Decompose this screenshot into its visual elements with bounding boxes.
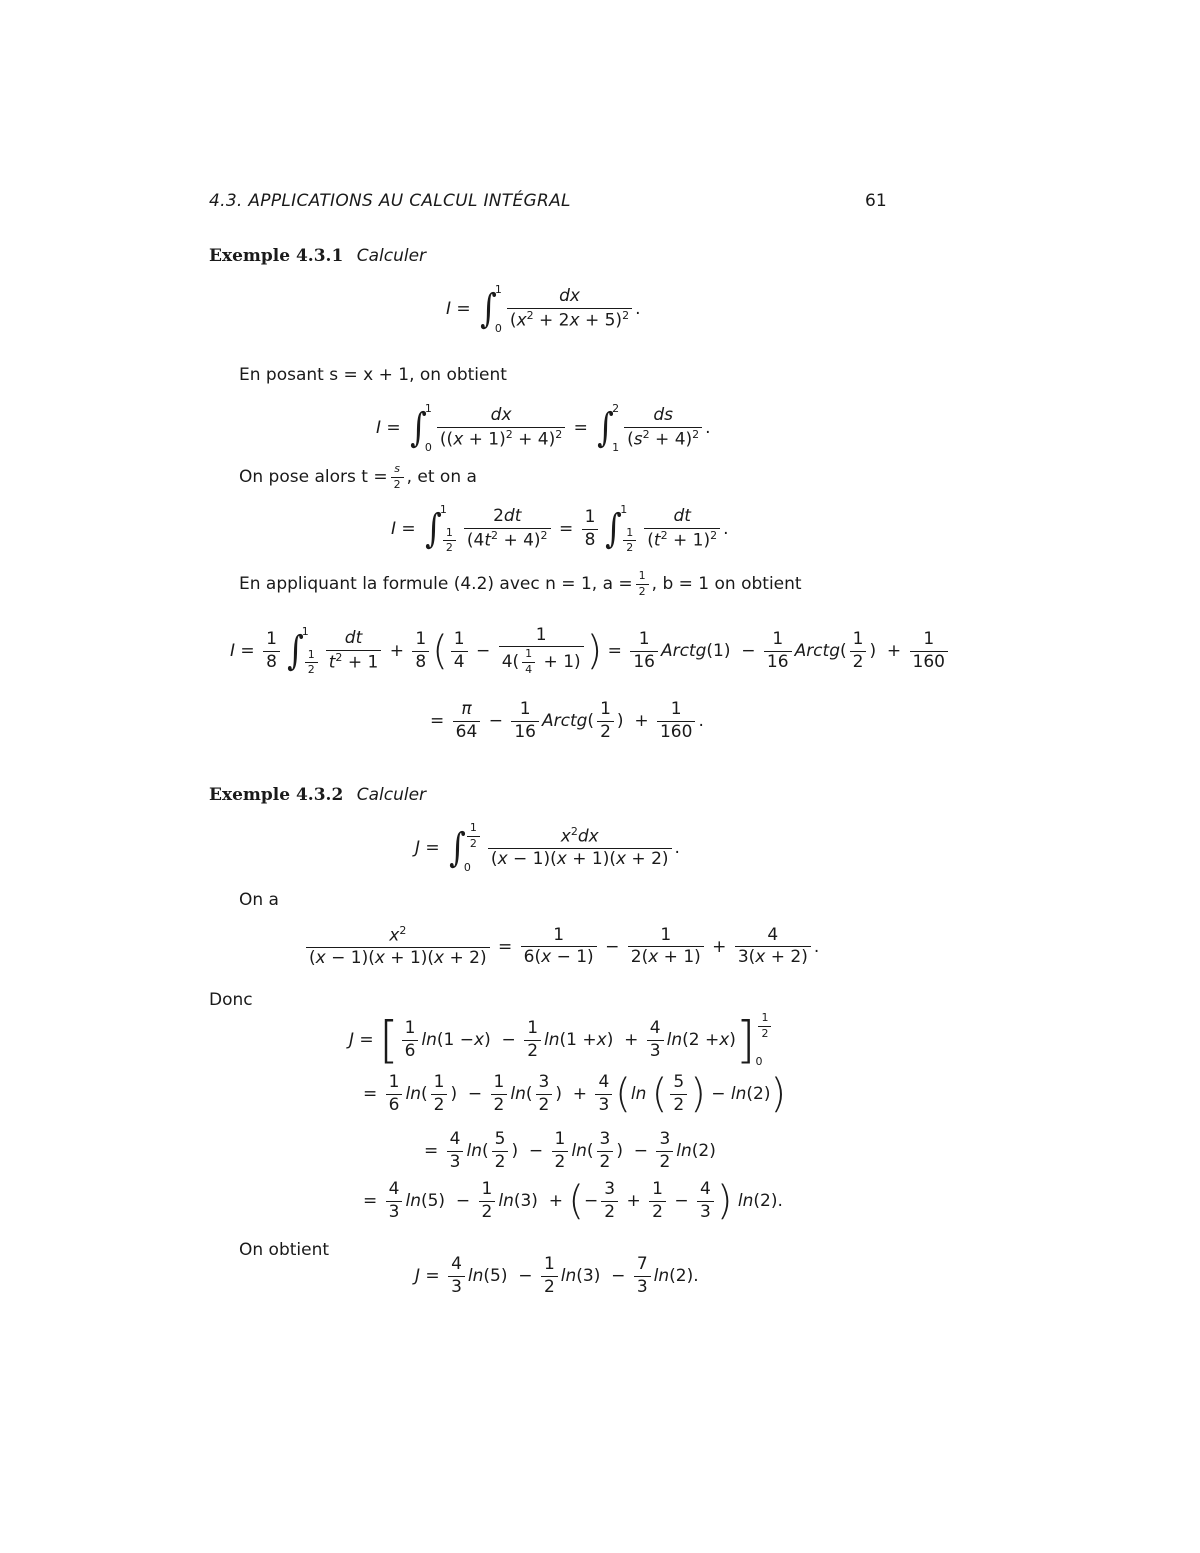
page-number: 61 <box>865 191 887 211</box>
equation-11: = 4 3 ln (5) − 1 2 ln (3) + ( − 3 2 + 1 2 − 4 3 ) ln (2). <box>363 1178 783 1225</box>
example-1-label: Exemple 4.3.1 <box>209 246 344 266</box>
equation-12: J = 4 3 ln (5) − 1 2 ln (3) − 7 3 ln (2). <box>415 1254 699 1297</box>
equation-5: = π 64 − 1 16 Arctg ( 1 2 ) + 1 160 . <box>430 699 704 742</box>
pose-text-end: , et on a <box>406 467 477 488</box>
equation-1: I = ∫ 1 0 dx $(x^2 + 2x + 5)^2$ . <box>446 283 641 335</box>
equation-4: I = 1 8 ∫ 1 $\frac{1}{2}$ dt $t^2 + 1$ + 1 8 ( 1 4 − 1 4( $\frac{1}{4}$ + 1) ) = 1 16 Arctg (1) − 1 16 Arctg ( 1 2 ) + 1 160 <box>230 625 951 677</box>
paragraph-pose: On pose alors t = $\frac{s}{2}$ , et on a <box>239 462 477 491</box>
formula-text: En appliquant la formule (4.2) avec n = 1, a = <box>239 574 633 595</box>
example-2-task: Calculer <box>356 785 427 805</box>
paragraph-donc: Donc <box>209 990 253 1010</box>
equation-8: J = [ 1 6 ln (1 − x ) − 1 2 ln (1 + x ) + 4 3 ln (2 + x ) ] 1 2 0 <box>349 1012 774 1068</box>
formula-text-end: , b = 1 on obtient <box>651 574 802 595</box>
pose-text: On pose alors t = <box>239 467 388 488</box>
example-2-heading <box>209 785 426 805</box>
example-2-label: Exemple 4.3.2 <box>209 785 344 805</box>
paragraph-formula: En appliquant la formule (4.2) avec n = 1, a = $\frac{1}{2}$ , b = 1 on obtient <box>239 569 802 598</box>
equation-7: $x^2$ (x − 1)(x + 1)(x + 2) = 1 6(x − 1) − 1 2(x + 1) + 4 3(x + 2) . <box>303 925 819 969</box>
equation-10: = 4 3 ln ( 5 2 ) − 1 2 ln ( 3 2 ) − 3 2 ln (2) <box>424 1129 716 1172</box>
equation-6: J = ∫ $\frac{1}{2}$ 0 $x^2dx$ (x − 1)(x + 1)(x + 2) . <box>415 821 680 874</box>
equation-3: I = ∫ 1 $\frac{1}{2}$ 2dt $(4t^2 + 4)^2$ = 1 8 ∫ 1 $\frac{1}{2}$ dt $(t^2 + 1)^2$ . <box>391 503 729 555</box>
paragraph-on-a: On a <box>239 890 279 910</box>
paragraph-substitution: En posant s = x + 1, on obtient <box>239 365 507 385</box>
equation-9: = 1 6 ln ( 1 2 ) − 1 2 ln ( 3 2 ) + 4 3 ( ln ( 5 2 ) − ln (2) ) <box>363 1071 787 1118</box>
example-1-task: Calculer <box>356 246 427 266</box>
running-header: 4.3. APPLICATIONS AU CALCUL INTÉGRAL <box>209 191 571 211</box>
paragraph-on-obtient: On obtient <box>239 1240 330 1260</box>
equation-2: I = ∫ 1 0 dx $((x + 1)^2 + 4)^2$ = ∫ 2 1 ds $(s^2 + 4)^2$ . <box>376 402 711 454</box>
example-1-heading <box>209 246 426 266</box>
